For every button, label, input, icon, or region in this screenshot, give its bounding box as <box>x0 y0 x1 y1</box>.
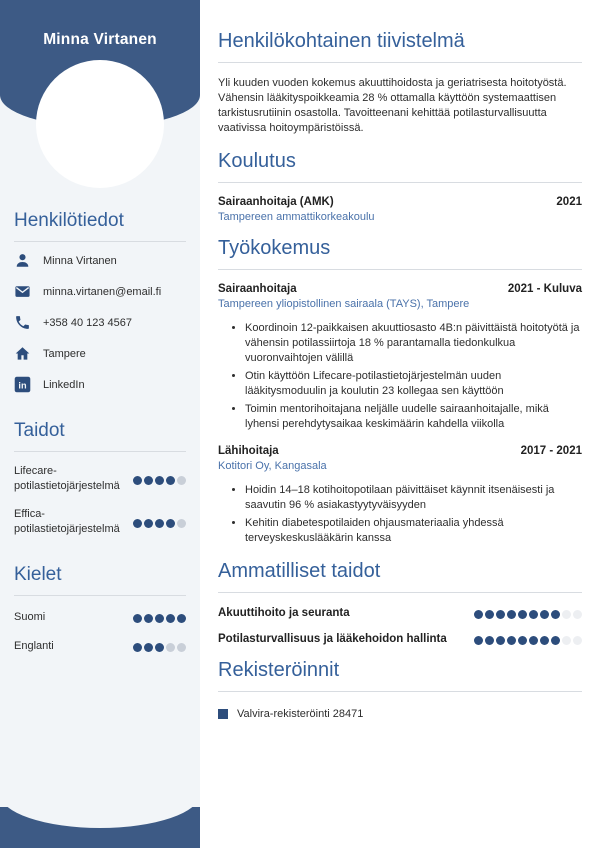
registration-item <box>218 708 582 720</box>
degree-title: Sairaanhoitaja (AMK) <box>218 196 334 208</box>
professional-skill-label: Akuuttihoito ja seuranta <box>218 607 350 619</box>
contact-value: +358 40 123 4567 <box>43 316 133 329</box>
dot-filled <box>474 610 483 619</box>
dot-empty <box>166 643 175 652</box>
contact-value: LinkedIn <box>43 378 85 391</box>
person-icon <box>14 252 31 269</box>
education-entries <box>218 196 582 223</box>
linkedin-icon <box>14 376 31 393</box>
skill-label: Lifecare-potilastietojärjestelmä <box>14 464 120 493</box>
achievement-item: • Toimin mentorihoitajana neljälle uudelle sairaanhoitajalle, mikä lyhensi perehdytysaikaa keskimäärin kahdella viikolla <box>245 402 582 432</box>
dot-filled <box>518 636 527 645</box>
dot-filled <box>485 610 494 619</box>
job-title: Lähihoitaja <box>218 445 279 457</box>
language-item <box>14 639 186 655</box>
rating-dots <box>474 610 582 619</box>
sidebar-content <box>0 210 200 655</box>
contact-value: Tampere <box>43 347 86 360</box>
dot-filled <box>144 519 153 528</box>
entry-header <box>218 196 582 208</box>
education-date: 2021 <box>556 196 582 208</box>
language-item <box>14 610 186 626</box>
achievement-item: • Otin käyttöön Lifecare-potilastietojärjestelmän uuden lääkitysmoduulin ja koulutin 23 kollegaa sen käyttöön <box>245 369 582 399</box>
dot-filled <box>166 519 175 528</box>
achievement-item: • Kehitin diabetespotilaiden ohjausmateriaalia yhdessä terveyskeskuslääkärin kanssa <box>245 516 582 546</box>
languages-section-heading: Kielet <box>14 564 186 596</box>
dot-filled <box>507 610 516 619</box>
experience-section <box>218 237 582 546</box>
profile-photo-placeholder <box>36 60 164 188</box>
dot-filled <box>177 614 186 623</box>
email-icon <box>14 283 31 300</box>
job-date-range: 2017 - 2021 <box>520 445 582 457</box>
education-entry <box>218 196 582 223</box>
professional-skill-label: Potilasturvallisuus ja lääkehoidon hallinta <box>218 633 447 645</box>
skill-item <box>14 464 186 495</box>
summary-heading: Henkilökohtainen tiivistelmä <box>218 30 582 63</box>
contact-value: minna.virtanen@email.fi <box>43 285 162 298</box>
professional-skill-item <box>218 607 582 619</box>
dot-filled <box>155 519 164 528</box>
rating-dots <box>474 636 582 645</box>
rating-dots <box>133 643 186 652</box>
registrations-list <box>218 708 582 720</box>
entry-header <box>218 445 582 457</box>
professional-skill-item <box>218 633 582 645</box>
experience-entry <box>218 283 582 432</box>
dot-empty <box>177 643 186 652</box>
dot-filled <box>144 643 153 652</box>
dot-empty <box>177 476 186 485</box>
dot-filled <box>155 643 164 652</box>
dot-filled <box>551 610 560 619</box>
phone-icon <box>14 314 31 331</box>
dot-filled <box>166 476 175 485</box>
dot-filled <box>166 614 175 623</box>
languages-list <box>14 610 186 655</box>
home-icon <box>14 345 31 362</box>
dot-empty <box>573 610 582 619</box>
contact-value: Minna Virtanen <box>43 254 117 267</box>
education-heading: Koulutus <box>218 150 582 183</box>
experience-entries <box>218 283 582 546</box>
professional-skills-list <box>218 607 582 645</box>
dot-empty <box>573 636 582 645</box>
svg-text:in: in <box>18 380 27 391</box>
professional-skills-section <box>218 560 582 645</box>
dot-filled <box>474 636 483 645</box>
dot-filled <box>518 610 527 619</box>
contact-item[interactable] <box>14 283 186 301</box>
dot-filled <box>540 636 549 645</box>
achievement-item: • Hoidin 14–18 kotihoitopotilaan päivittäiset käynnit itsenäisesti ja saavutin 96 % asiakastyytyväisyyden <box>245 483 582 513</box>
registrations-heading: Rekisteröinnit <box>218 659 582 692</box>
dot-filled <box>155 614 164 623</box>
contact-item <box>14 252 186 270</box>
dot-empty <box>562 610 571 619</box>
experience-entry <box>218 445 582 546</box>
achievement-list <box>218 321 582 432</box>
dot-filled <box>144 476 153 485</box>
experience-heading: Työkokemus <box>218 237 582 270</box>
skills-list <box>14 464 186 538</box>
institution-name: Tampereen ammattikorkeakoulu <box>218 211 375 223</box>
education-section <box>218 150 582 223</box>
skills-section-heading: Taidot <box>14 420 186 452</box>
dot-filled <box>551 636 560 645</box>
contact-item[interactable] <box>14 376 186 394</box>
contact-item <box>14 345 186 363</box>
achievement-item: • Koordinoin 12-paikkaisen akuuttiosasto 4B:n päivittäistä hoitotyötä ja vähensin potilassiirtoja 18 % parantamalla tiedonkulkua vuoronvaihtojen välillä <box>245 321 582 366</box>
registrations-section <box>218 659 582 720</box>
entry-header <box>218 283 582 295</box>
skill-label: Effica-potilastietojärjestelmä <box>14 507 120 536</box>
dot-empty <box>177 519 186 528</box>
dot-filled <box>529 636 538 645</box>
dot-filled <box>133 643 142 652</box>
language-label: Englanti <box>14 640 54 653</box>
language-label: Suomi <box>14 610 46 623</box>
registration-label: Valvira-rekisteröinti 28471 <box>237 708 364 720</box>
dot-filled <box>529 610 538 619</box>
summary-section <box>218 30 582 136</box>
rating-dots <box>133 614 186 623</box>
employer-name: Tampereen yliopistollinen sairaala (TAYS), Tampere <box>218 298 470 310</box>
achievement-list <box>218 483 582 546</box>
candidate-name: Minna Virtanen <box>43 31 157 48</box>
dot-filled <box>133 476 142 485</box>
dot-filled <box>496 610 505 619</box>
sidebar <box>0 0 200 848</box>
dot-filled <box>496 636 505 645</box>
contact-item <box>14 314 186 332</box>
contact-list <box>14 252 186 394</box>
employer-name: Kotitori Oy, Kangasala <box>218 460 327 472</box>
dot-empty <box>562 636 571 645</box>
dot-filled <box>144 614 153 623</box>
dot-filled <box>133 519 142 528</box>
rating-dots <box>133 466 186 495</box>
contact-section-heading: Henkilötiedot <box>14 210 186 242</box>
dot-filled <box>485 636 494 645</box>
job-date-range: 2021 - Kuluva <box>507 283 582 295</box>
dot-filled <box>540 610 549 619</box>
professional-skills-heading: Ammatilliset taidot <box>218 560 582 593</box>
rating-dots <box>133 509 186 538</box>
summary-text: Yli kuuden vuoden kokemus akuuttihoidosta ja geriatrisesta hoitotyöstä. Vähensin lääkityspoikkeamia 28 % ottamalla käyttöön systemaattisen tarkistusrutiinin osastolla. Tavoitteenani kehittää potilasturvallisuutta vaativissa hoitoympäristöissä. <box>218 77 567 134</box>
dot-filled <box>507 636 516 645</box>
main-column <box>218 0 582 720</box>
skill-item <box>14 507 186 538</box>
square-bullet-icon <box>218 709 228 719</box>
job-title: Sairaanhoitaja <box>218 283 297 295</box>
dot-filled <box>155 476 164 485</box>
dot-filled <box>133 614 142 623</box>
